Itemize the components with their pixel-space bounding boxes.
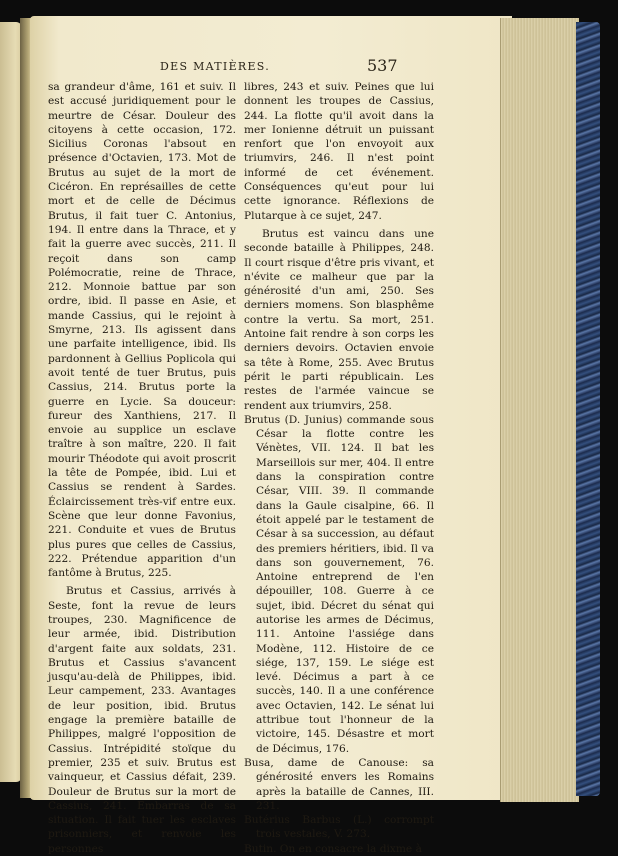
- page-number: 537: [367, 56, 398, 75]
- index-entry-butin: Butin. On en consacre la dixme à: [244, 842, 422, 855]
- index-entry-buterius: Butérius Barbus (L.) corrompt trois vestales, V. 273.: [244, 814, 434, 841]
- page-edges: [500, 18, 579, 802]
- index-entry-brutus-decimus: Brutus (D. Junius) commande sous César la flotte contre les Vénètes, VII. 124. Il bat les Marseillois sur mer, 404. Il entre dans la conspiration contre César, VIII. 39. Il commande dans la Gaule cisalpine, 66. Il étoit appelé par le testament de César à sa succession, au défaut des premiers héritiers, ibid. Il va dans son gouvernement, 76. Antoine entreprend de l'en dépouiller, 108. Guerre à ce sujet, ibid. Décret du sénat qui autorise les armes de Décimus, 111. Antoine l'assiége dans Modène, 112. Histoire de ce siége, 137, 159. Le siége est levé. Décimus a part à ce succès, 140. Il a une conférence avec Octavien, 142. Le sénat lui attribue tout l'honneur de la victoire, 145. Désastre et mort de Décimus, 176.: [244, 413, 434, 755]
- text-column-left: [48, 80, 236, 856]
- marbled-cover: [576, 22, 600, 796]
- page-header: [30, 42, 512, 75]
- facing-page-edge: [0, 22, 22, 782]
- text-column-right: [244, 80, 434, 856]
- entry-text: Brutus est vaincu dans une seconde bataille à Philippes, 248. Il court risque d'être pris vivant, et n'évite ce malheur que par la générosité d'un ami, 250. Ses derniers momens. Son blasphême contre la vertu. Sa mort, 251. Antoine fait rendre à son corps les derniers devoirs. Octavien envoie sa tête à Rome, 255. Avec Brutus périt le parti républicain. Les restes de l'armée vaincue se rendent aux triumvirs, 258.: [244, 227, 434, 412]
- entry-text: sa grandeur d'âme, 161 et suiv. Il est accusé juridiquement pour le meurtre de César. Douleur des citoyens à cette occasion, 172. Sicilius Coronas l'absout en présence d'Octavien, 173. Mot de Brutus au sujet de la mort de Cicéron. En représailles de cette mort et de celle de Décimus Brutus, il fait tuer C. Antonius, 194. Il entre dans la Thrace, et y fait la guerre avec succès, 211. Il reçoit dans son camp Polémocratie, reine de Thrace, 212. Monnoie battue par son ordre, ibid. Il passe en Asie, et mande Cassius, qui le rejoint à Smyrne, 213. Ils agissent dans une parfaite intelligence, ibid. Ils pardonnent à Gellius Poplicola qui avoit tenté de tuer Brutus, puis Cassius, 214. Brutus porte la guerre en Lycie. Sa douceur: fureur des Xanthiens, 217. Il envoie au supplice un esclave traître à son maître, 220. Il fait mourir Théodote qui avoit proscrit la tête de Pompée, ibid. Lui et Cassius se rendent à Sardes. Éclaircissement très-vif entre eux. Scène que leur donne Favonius, 221. Conduite et vues de Brutus plus pures que celles de Cassius, 222. Prétendue apparition d'un fantôme à Brutus, 225.: [48, 81, 236, 580]
- entry-text: libres, 243 et suiv. Peines que lui donnent les troupes de Cassius, 244. La flotte qu'il avoit dans la mer Ionienne détruit un puissant renfort que l'on envoyoit aux triumvirs, 246. Il n'est point informé de cet événement. Conséquences qu'eut pour lui cette ignorance. Réflexions de Plutarque à ce sujet, 247.: [244, 81, 434, 222]
- index-entry-busa: Busa, dame de Canouse: sa générosité envers les Romains après la bataille de Cannes, III. 231.: [244, 756, 434, 812]
- running-head: DES MATIÈRES.: [160, 60, 271, 73]
- entry-text: Brutus et Cassius, arrivés à Seste, font la revue de leurs troupes, 230. Magnificence de leur armée, ibid. Distribution d'argent faite aux soldats, 231. Brutus et Cassius s'avancent jusqu'au-delà de Philippes, ibid. Leur campement, 233. Avantages de leur position, ibid. Brutus engage la première bataille de Philippes, malgré l'opposition de Cassius. Intrépidité stoïque du premier, 235 et suiv. Brutus est vainqueur, et Cassius défait, 239. Douleur de Brutus sur la mort de Cassius, 241. Embarras de sa situation. Il fait tuer les esclaves prisonniers, et renvoie les personnes: [48, 585, 236, 855]
